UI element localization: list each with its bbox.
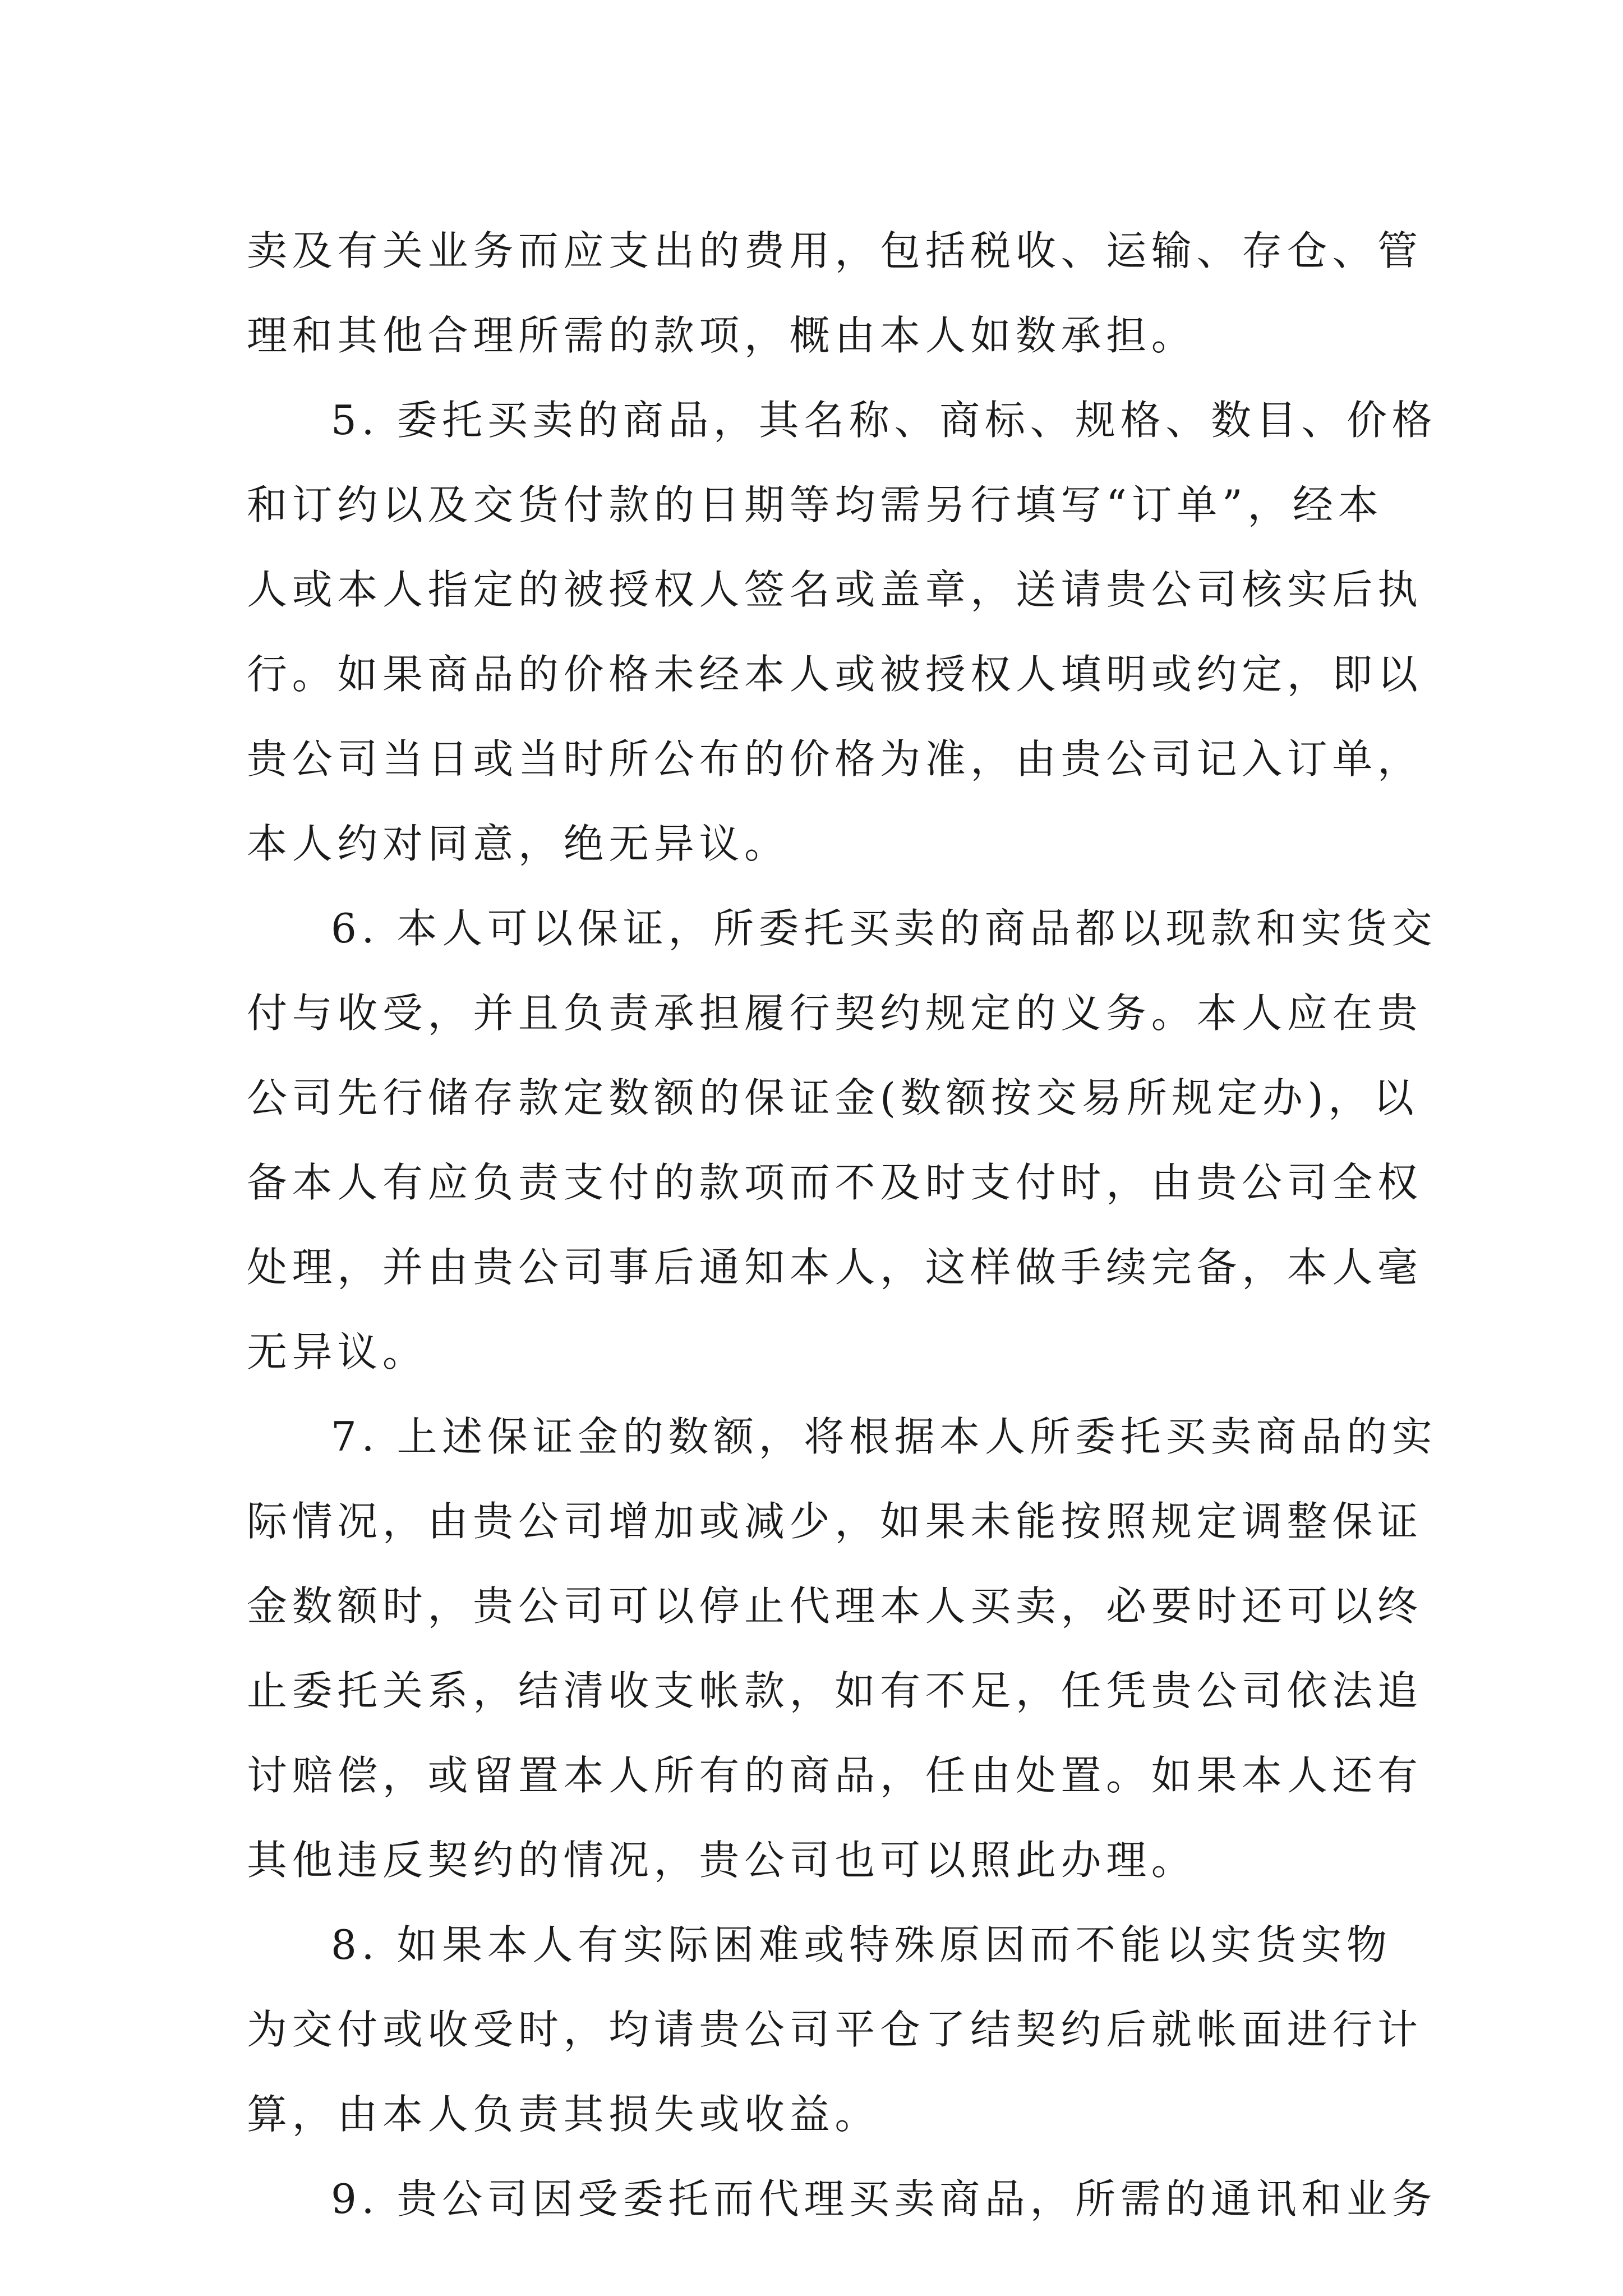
text-line: 为交付或收受时，均请贵公司平仓了结契约后就帐面进行计 — [247, 2006, 1423, 2053]
text-line: 处理，并由贵公司事后通知本人，这样做手续完备，本人毫 — [247, 1244, 1423, 1291]
text-line: 6. 本人可以保证，所委托买卖的商品都以现款和实货交 — [331, 905, 1437, 952]
text-line: 其他违反契约的情况，贵公司也可以照此办理。 — [247, 1837, 1197, 1884]
text-line: 人或本人指定的被授权人签名或盖章，送请贵公司核实后执 — [247, 566, 1423, 613]
text-line: 际情况，由贵公司增加或减少，如果未能按照规定调整保证 — [247, 1498, 1423, 1545]
text-line: 8. 如果本人有实际困难或特殊原因而不能以实货实物 — [331, 1921, 1392, 1968]
text-line: 公司先行储存款定数额的保证金(数额按交易所规定办)，以 — [247, 1074, 1419, 1121]
text-line: 付与收受，并且负责承担履行契约规定的义务。本人应在贵 — [247, 990, 1423, 1037]
text-line: 9. 贵公司因受委托而代理买卖商品，所需的通讯和业务 — [331, 2175, 1437, 2223]
text-line: 止委托关系，结清收支帐款，如有不足，任凭贵公司依法追 — [247, 1667, 1423, 1714]
text-line: 备本人有应负责支付的款项而不及时支付时，由贵公司全权 — [247, 1159, 1423, 1206]
text-line: 贵公司当日或当时所公布的价格为准，由贵公司记入订单， — [247, 735, 1423, 783]
text-line: 本人约对同意，绝无异议。 — [247, 820, 790, 867]
text-line: 金数额时，贵公司可以停止代理本人买卖，必要时还可以终 — [247, 1582, 1423, 1630]
text-line: 5. 委托买卖的商品，其名称、商标、规格、数目、价格 — [331, 397, 1437, 444]
text-line: 无异议。 — [247, 1328, 428, 1375]
text-line: 讨赔偿，或留置本人所有的商品，任由处置。如果本人还有 — [247, 1752, 1423, 1799]
text-line: 卖及有关业务而应支出的费用，包括税收、运输、存仓、管 — [247, 227, 1423, 274]
text-line: 和订约以及交货付款的日期等均需另行填写“订单”，经本 — [247, 481, 1384, 528]
body-text — [247, 209, 1437, 2242]
text-line: 行。如果商品的价格未经本人或被授权人填明或约定，即以 — [247, 651, 1423, 698]
text-line: 7. 上述保证金的数额，将根据本人所委托买卖商品的实 — [331, 1413, 1437, 1460]
text-line: 理和其他合理所需的款项，概由本人如数承担。 — [247, 312, 1197, 359]
text-line: 算，由本人负责其损失或收益。 — [247, 2091, 880, 2138]
